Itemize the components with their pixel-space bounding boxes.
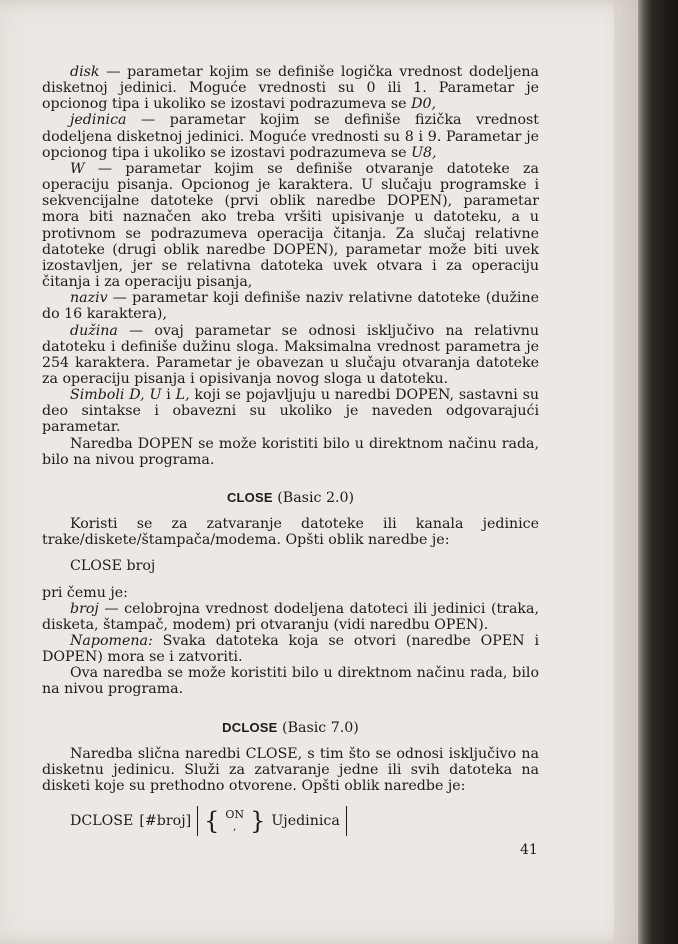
page-number: 41 [520, 842, 538, 858]
dopen-mode: Naredba DOPEN se može koristiti bilo u direktnom načinu rada, bilo na nivou programa. [42, 435, 539, 468]
dclose-intro: Naredba slična naredbi CLOSE, s tim što se odnosi isključivo na disketnu jedinicu. Služi za zatvaranje jedne ili svih datoteka na disketi koje su prethodno otvorene. Opšti oblik naredbe je: [42, 745, 539, 795]
left-brace: { [204, 807, 220, 836]
param-naziv: naziv — parametar koji definiše naziv relativne datoteke (dužine do 16 karaktera), [42, 290, 539, 323]
term: disk [70, 64, 100, 80]
close-param-broj: broj — celobrojna vrednost dodeljena datoteci ili jedinici (traka, disketa, štampač, modem) pri otvaranju (vidi naredbu OPEN). [42, 600, 539, 633]
right-brace: } [250, 807, 266, 836]
dclose-syntax: DCLOSE [#broj] { ON , } Ujedinica [70, 806, 539, 836]
close-syntax: CLOSE broj [70, 558, 156, 575]
on-comma-choice: ON , [225, 808, 245, 834]
close-heading: CLOSE (Basic 2.0) [226, 489, 355, 506]
param-jedinica: jedinica — parametar kojim se definiše fizička vrednost dodeljena disketnoj jedinici. Moguće vrednosti su 8 i 9. Parametar je opcionog tipa i ukoliko se izostavi podrazumeva se U8, [42, 112, 539, 161]
close-intro: Koristi se za zatvaranje datoteke ili kanala jedinice trake/diskete/štampača/modema. Opšti oblik naredbe je: [42, 516, 539, 549]
param-duzina: dužina — ovaj parametar se odnosi isključivo na relativnu datoteku i definiše dužinu sloga. Maksimalna vrednost parametra je 254 karaktera. Parametar je obavezan u slučaju otvaranja datoteke za operaciju pisanja i opisivanja novog sloga u datoteku. [42, 322, 539, 387]
dclose-heading: DCLOSE (Basic 7.0) [222, 719, 359, 736]
book-spine-shadow [638, 0, 678, 944]
close-where: pri čemu je: [42, 584, 128, 601]
close-note: Napomena: Svaka datoteka koja se otvori (naredbe OPEN i DOPEN) mora se i zatvoriti. [42, 633, 539, 666]
symbols-note: Simboli D, U i L, koji se pojavljuju u naredbi DOPEN, sastavni su deo sintakse i obavezni su ukoliko je naveden odgovarajući parametar. [42, 387, 540, 436]
page-text [42, 64, 539, 836]
param-w: W — parametar kojim se definiše otvaranje datoteke za operaciju pisanja. Opcionog je karaktera. U slučaju programske i sekvencijalne datoteke (prvi oblik naredbe DOPEN), parametar mora biti naznačen ako treba vršiti upisivanje u datoteku, a u protivnom se podrazumeva operacija čitanja. Za slučaj relativne datoteke (drugi oblik naredbe DOPEN), parametar može biti uvek izostavljen, jer se relativna datoteka uvek otvara i za operaciju čitanja i za operaciju pisanja, [42, 160, 539, 291]
optional-bracket: { ON , } Ujedinica [197, 806, 347, 836]
param-disk: disk — parametar kojim se definiše logička vrednost dodeljena disketnoj jedinici. Moguće vrednosti su 0 ili 1. Parametar je opcionog tipa i ukoliko se izostavi podrazumeva se D0, [42, 64, 539, 113]
close-mode: Ova naredba se može koristiti bilo u direktnom načinu rada, bilo na nivou programa. [42, 665, 539, 698]
page-edges [614, 0, 640, 944]
